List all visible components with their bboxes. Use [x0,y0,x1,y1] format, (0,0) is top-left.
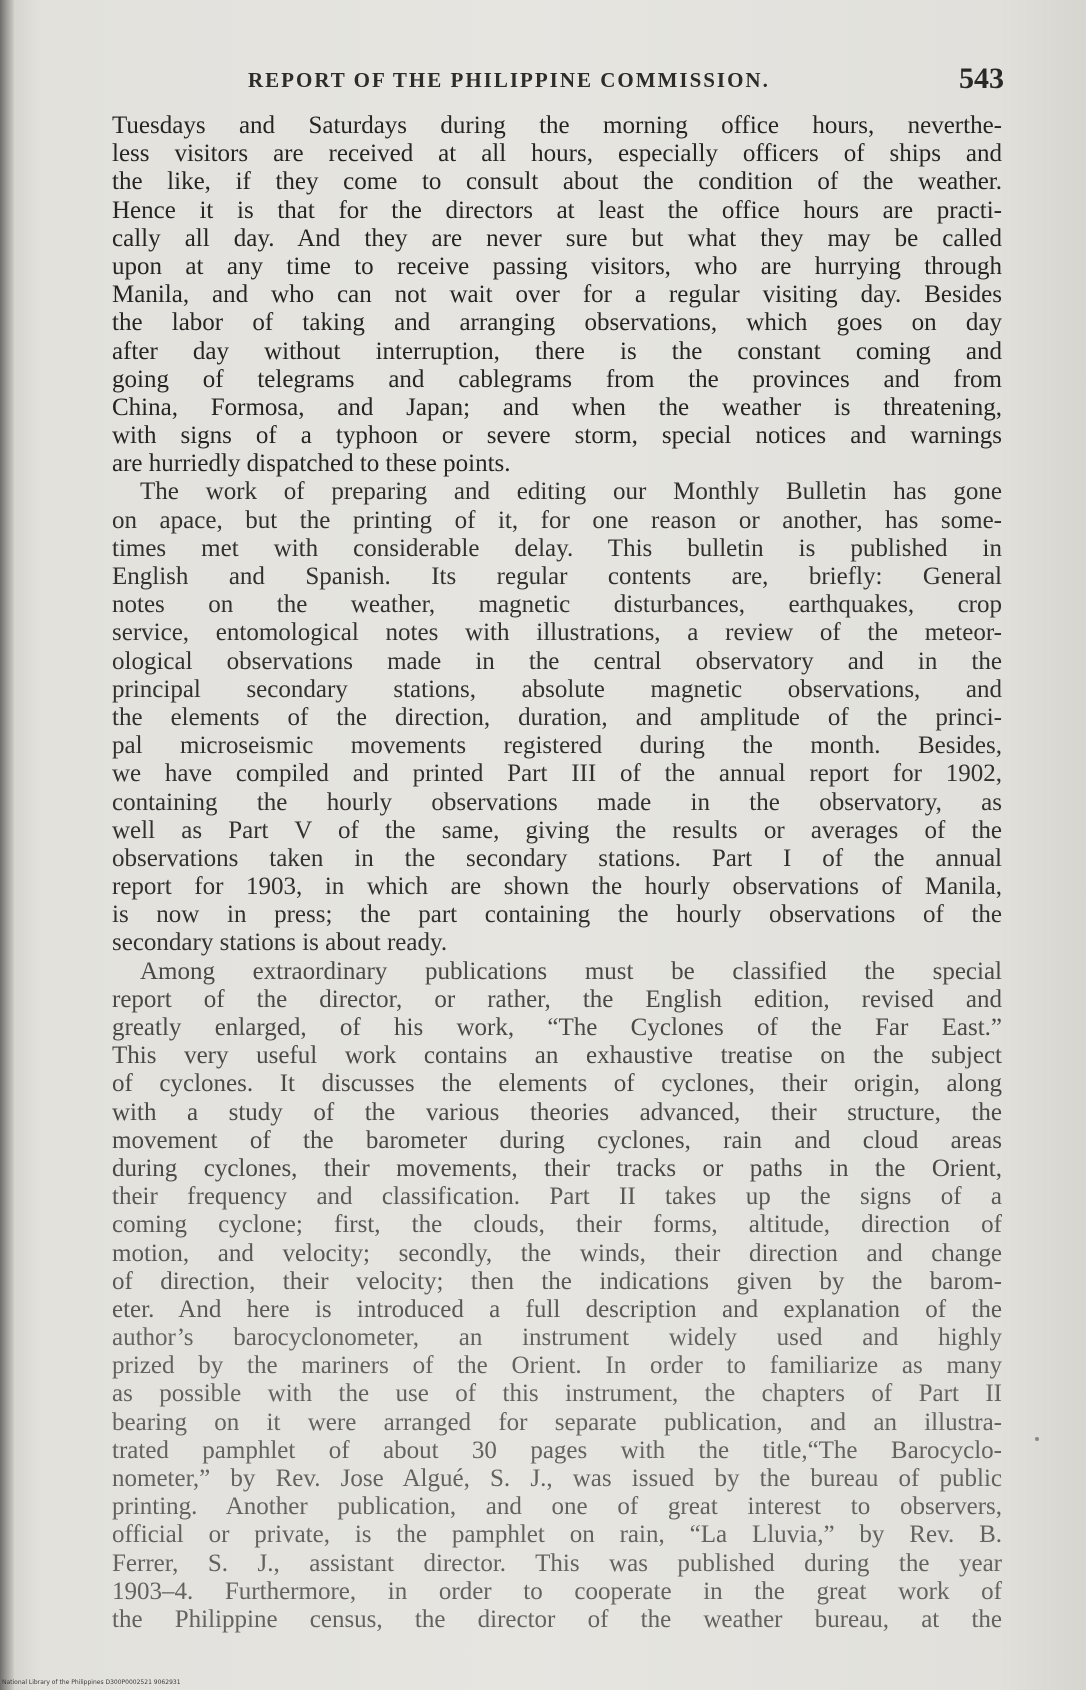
text-line: notes on the weather, magnetic disturbances, earthquakes, crop [112,591,1002,619]
text-line: service, entomological notes with illustrations, a review of the meteor- [112,619,1002,647]
text-line: observations taken in the secondary stations. Part I of the annual [112,844,1002,872]
text-line: Tuesdays and Saturdays during the morning office hours, neverthe- [112,112,1002,139]
text-line: the Philippine census, the director of the weather bureau, at the [112,1605,1002,1633]
paragraph-3 [112,958,1002,1635]
text-line: movement of the barometer during cyclones, rain and cloud areas [112,1126,1002,1154]
binding-shadow [0,0,14,1690]
text-line: principal secondary stations, absolute magnetic observations, and [112,675,1002,703]
text-line: 1903–4. Furthermore, in order to cooperate in the great work of [112,1577,1002,1605]
text-line: nometer,” by Rev. Jose Algué, S. J., was issued by the bureau of public [112,1465,1002,1492]
text-line: Manila, and who can not wait over for a regular visiting day. Besides [112,281,1002,309]
page-number: 543 [959,62,1004,95]
text-line: motion, and velocity; secondly, the winds, their direction and change [112,1239,1002,1267]
text-line: English and Spanish. Its regular contents are, briefly: General [112,563,1002,590]
scan-speck [1035,1437,1039,1441]
text-line: Among extraordinary publications must be classified the special [140,957,1002,985]
text-line: prized by the mariners of the Orient. In order to familiarize as many [112,1352,1002,1380]
text-line: ological observations made in the central observatory and in the [112,647,1002,675]
text-line: during cyclones, their movements, their tracks or paths in the Orient, [112,1154,1002,1182]
text-line: cally all day. And they are never sure but what they may be called [112,224,1002,252]
text-line: with a study of the various theories advanced, their structure, the [112,1098,1002,1126]
text-line: coming cyclone; first, the clouds, their forms, altitude, direction of [112,1211,1002,1239]
text-line: is now in press; the part containing the hourly observations of the [112,901,1002,929]
text-line: bearing on it were arranged for separate publication, and an illustra- [112,1408,1002,1436]
text-line: going of telegrams and cablegrams from the provinces and from [112,365,1002,393]
text-line: are hurriedly dispatched to these points. [112,450,511,478]
text-line: on apace, but the printing of it, for one reason or another, has some- [112,506,1002,534]
text-line: author’s barocyclonometer, an instrument widely used and highly [112,1324,1002,1352]
text-line: China, Formosa, and Japan; and when the weather is threatening, [112,393,1002,421]
text-line: after day without interruption, there is the constant coming and [112,337,1002,365]
text-line: the labor of taking and arranging observations, which goes on day [112,309,1002,337]
paragraph-2 [112,478,1002,957]
text-line: upon at any time to receive passing visitors, who are hurrying through [112,252,1002,280]
text-line: with signs of a typhoon or severe storm, special notices and warnings [112,422,1002,450]
paragraph-1 [112,112,1002,478]
text-line: greatly enlarged, of his work, “The Cyclones of the Far East.” [112,1014,1002,1041]
text-line: Ferrer, S. J., assistant director. This was published during the year [112,1549,1002,1577]
text-line: secondary stations is about ready. [112,929,448,957]
text-line: we have compiled and printed Part III of the annual report for 1902, [112,760,1002,788]
running-head: REPORT OF THE PHILIPPINE COMMISSION. [248,68,770,92]
text-line: official or private, is the pamphlet on rain, “La Lluvia,” by Rev. B. [112,1521,1002,1549]
text-line: the elements of the direction, duration, and amplitude of the princi- [112,703,1002,731]
page-header [248,62,1008,106]
text-line: report of the director, or rather, the English edition, revised and [112,985,1002,1013]
text-line: of cyclones. It discusses the elements of cyclones, their origin, along [112,1070,1002,1098]
text-line: times met with considerable delay. This bulletin is published in [112,534,1002,562]
text-line: printing. Another publication, and one of great interest to observers, [112,1493,1002,1521]
text-line: less visitors are received at all hours, especially officers of ships and [112,140,1002,168]
text-line: pal microseismic movements registered during the month. Besides, [112,732,1002,760]
text-line: well as Part V of the same, giving the results or averages of the [112,816,1002,844]
scan-credit: National Library of the Philippines D300P0002521 9062931 [2,1679,181,1686]
text-line: as possible with the use of this instrument, the chapters of Part II [112,1380,1002,1408]
text-line: trated pamphlet of about 30 pages with the title,“The Barocyclo- [112,1436,1002,1464]
text-line: The work of preparing and editing our Monthly Bulletin has gone [140,478,1002,506]
text-line: eter. And here is introduced a full description and explanation of the [112,1295,1002,1323]
text-line: of direction, their velocity; then the indications given by the barom- [112,1267,1002,1295]
text-line: their frequency and classification. Part II takes up the signs of a [112,1183,1002,1211]
body-text [112,112,1002,1634]
text-line: containing the hourly observations made in the observatory, as [112,788,1002,816]
text-line: report for 1903, in which are shown the hourly observations of Manila, [112,873,1002,901]
text-line: the like, if they come to consult about the condition of the weather. [112,168,1002,196]
text-line: Hence it is that for the directors at least the office hours are practi- [112,196,1002,224]
text-line: This very useful work contains an exhaustive treatise on the subject [112,1042,1002,1070]
